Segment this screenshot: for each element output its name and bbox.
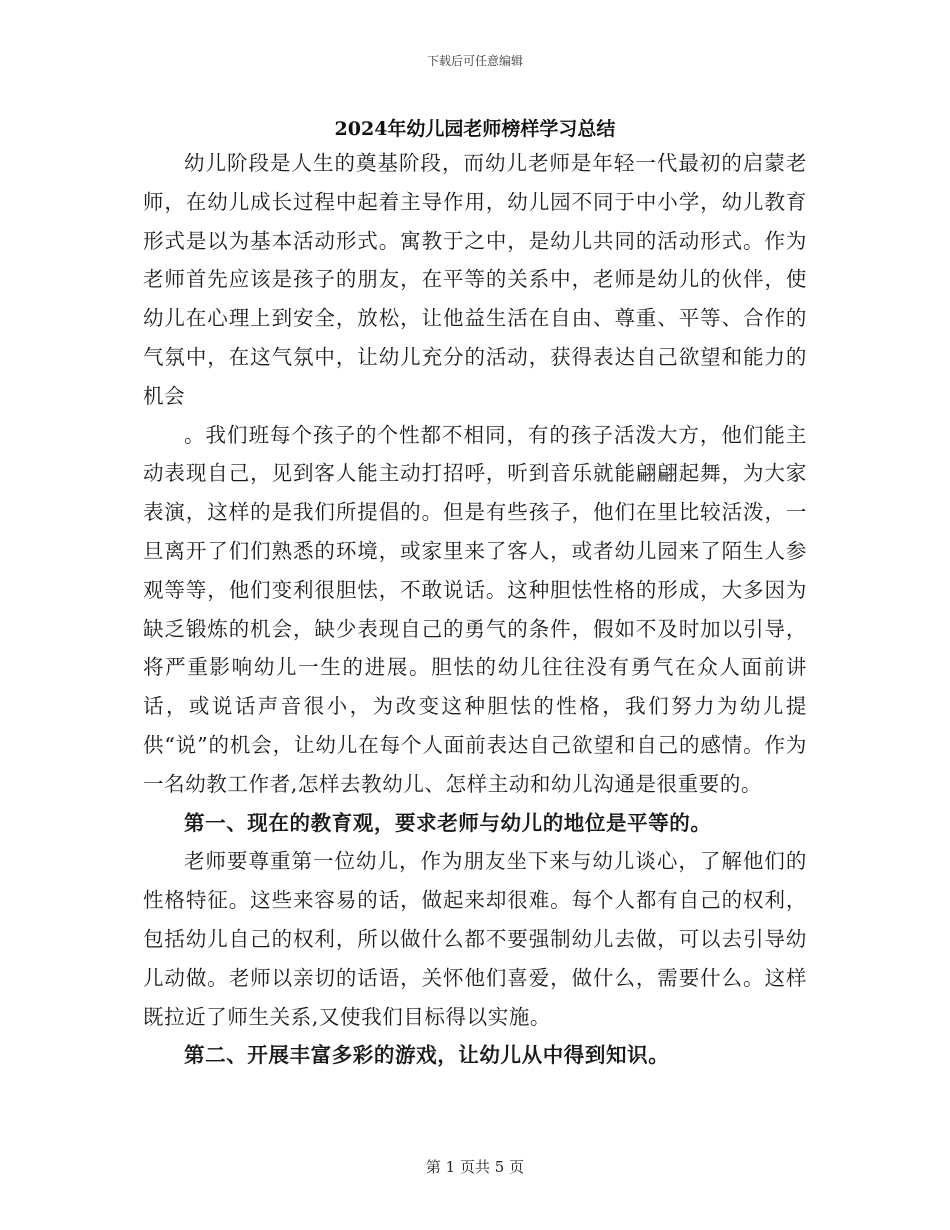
document-body [143,144,807,1075]
section-heading-1: 第一、现在的教育观，要求老师与幼儿的地位是平等的。 [184,810,712,835]
section-heading-2: 第二、开展丰富多彩的游戏，让幼儿从中得到知识。 [184,1043,670,1068]
document-title: 2024年幼儿园老师榜样学习总结 [334,118,616,140]
section-1-body: 老师要尊重第一位幼儿，作为朋友坐下来与幼儿谈心，了解他们的性格特征。这些来容易的话，做起来却很难。每个人都有自己的权利，包括幼儿自己的权利，所以做什么都不要强制幼儿去做，可以去引导幼儿动做。老师以亲切的话语，关怀他们喜爱，做什么，需要什么。这样既拉近了师生关系,又使我们目标得以实施。 [143,849,807,1029]
paragraph-intro: 幼儿阶段是人生的奠基阶段，而幼儿老师是年轻一代最初的启蒙老师，在幼儿成长过程中起着主导作用，幼儿园不同于中小学，幼儿教育形式是以为基本活动形式。寓教于之中，是幼儿共同的活动形式。作为老师首先应该是孩子的朋友，在平等的关系中，老师是幼儿的伙伴，使幼儿在心理上到安全，放松，让他益生活在自由、尊重、平等、合作的气氛中，在这气氛中，让幼儿充分的活动，获得表达自己欲望和能力的机会 [143,151,807,408]
page-number: 第 1 页共 5 页 [425,1158,525,1176]
paragraph-children-personality: 。我们班每个孩子的个性都不相同，有的孩子活泼大方，他们能主动表现自己，见到客人能主动打招呼，听到音乐就能翩翩起舞，为大家表演，这样的是我们所提倡的。但是有些孩子，他们在里比较活泼，一旦离开了们们熟悉的环境，或家里来了客人，或者幼儿园来了陌生人参观等等，他们变利很胆怯，不敢说话。这种胆怯性格的形成，大多因为缺乏锻炼的机会，缺少表现自己的勇气的条件，假如不及时加以引导，将严重影响幼儿一生的进展。胆怯的幼儿往往没有勇气在众人面前讲话，或说话声音很小，为改变这种胆怯的性格，我们努力为幼儿提供“说”的机会，让幼儿在每个人面前表达自己欲望和自己的感情。作为一名幼教工作者,怎样去教幼儿、怎样主动和幼儿沟通是很重要的。 [143,422,807,796]
page-header: 下载后可任意编辑 [426,54,523,68]
